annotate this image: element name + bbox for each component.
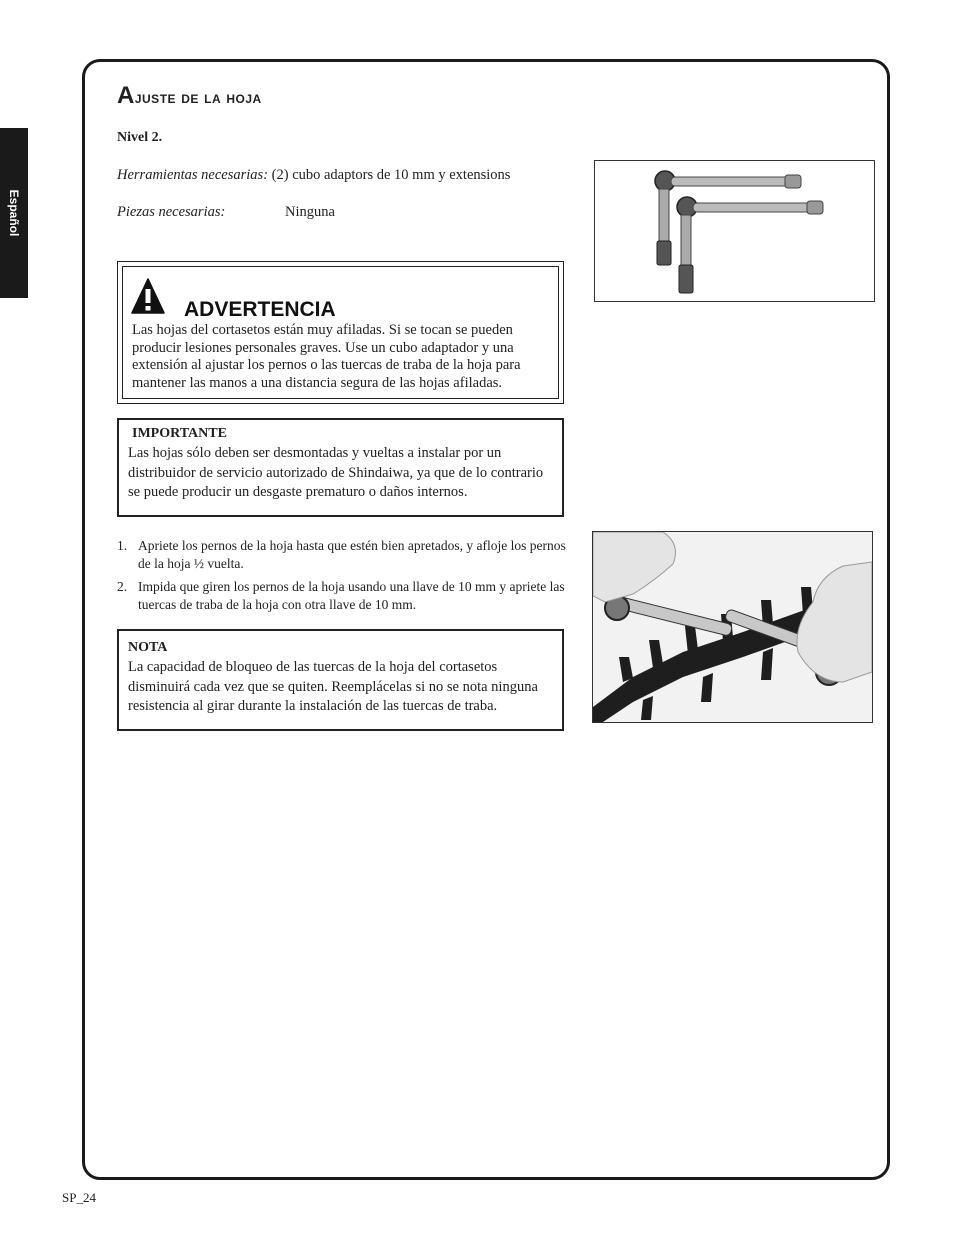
warning-text: Las hojas del cortasetos están muy afiladas. Si se tocan se pueden producir lesiones personales graves. Use un cubo adaptador y una extensión al ajustar los pernos o las tuercas de traba de la hoja para mantener las manos a una distancia segura de las hojas afiladas. [132, 322, 521, 391]
important-text: Las hojas sólo deben ser desmontadas y vueltas a instalar por un distribuidor de servicio autorizado de Shindaiwa, ya que de lo contrario se puede producir un desgaste prematuro o daños internos. [128, 445, 544, 500]
tools-label: Herramientas necesarias: [117, 167, 269, 183]
note-label: NOTA [128, 640, 168, 655]
step-text: Impida que giren los pernos de la hoja usando una llave de 10 mm y apriete las tuercas de traba de la hoja con otra llave de 10 mm. [138, 579, 565, 612]
procedure-steps [117, 537, 567, 619]
language-tab-label: Español [7, 189, 21, 237]
step-item [117, 578, 567, 613]
step-number: 1. [117, 538, 128, 553]
tools-required [117, 166, 510, 184]
blade-adjustment-photo [592, 531, 873, 723]
important-box [117, 418, 564, 517]
warning-title: ADVERTENCIA [184, 298, 336, 321]
title-initial: A [117, 82, 135, 109]
step-item [117, 537, 567, 572]
ratchet-wrenches-illustration [595, 161, 874, 301]
important-label: IMPORTANTE [132, 426, 227, 441]
parts-value: Ninguna [285, 204, 335, 220]
parts-label: Piezas necesarias: [117, 204, 226, 220]
warning-box [117, 261, 564, 404]
ratchet-tools-photo [594, 160, 875, 302]
warning-triangle-icon [131, 278, 165, 314]
page-number: SP_24 [62, 1190, 96, 1205]
section-title [117, 82, 262, 110]
note-box [117, 629, 564, 731]
title-rest: juste de la hoja [134, 88, 262, 107]
warning-box-inner [122, 266, 559, 399]
parts-required [117, 203, 335, 221]
tools-value: (2) cubo adaptors de 10 mm y extensions [271, 167, 511, 183]
language-tab [0, 128, 28, 298]
skill-level: Nivel 2. [117, 130, 163, 145]
step-text: Apriete los pernos de la hoja hasta que estén bien apretados, y afloje los pernos de la hoja ½ vuelta. [138, 538, 566, 571]
step-number: 2. [117, 579, 128, 594]
hedge-blade-illustration [593, 532, 872, 722]
note-text: La capacidad de bloqueo de las tuercas de la hoja del cortasetos disminuirá cada vez que se quiten. Reemplácelas si no se nota ninguna resistencia al girar durante la instalación de las tuercas de traba. [128, 659, 538, 714]
